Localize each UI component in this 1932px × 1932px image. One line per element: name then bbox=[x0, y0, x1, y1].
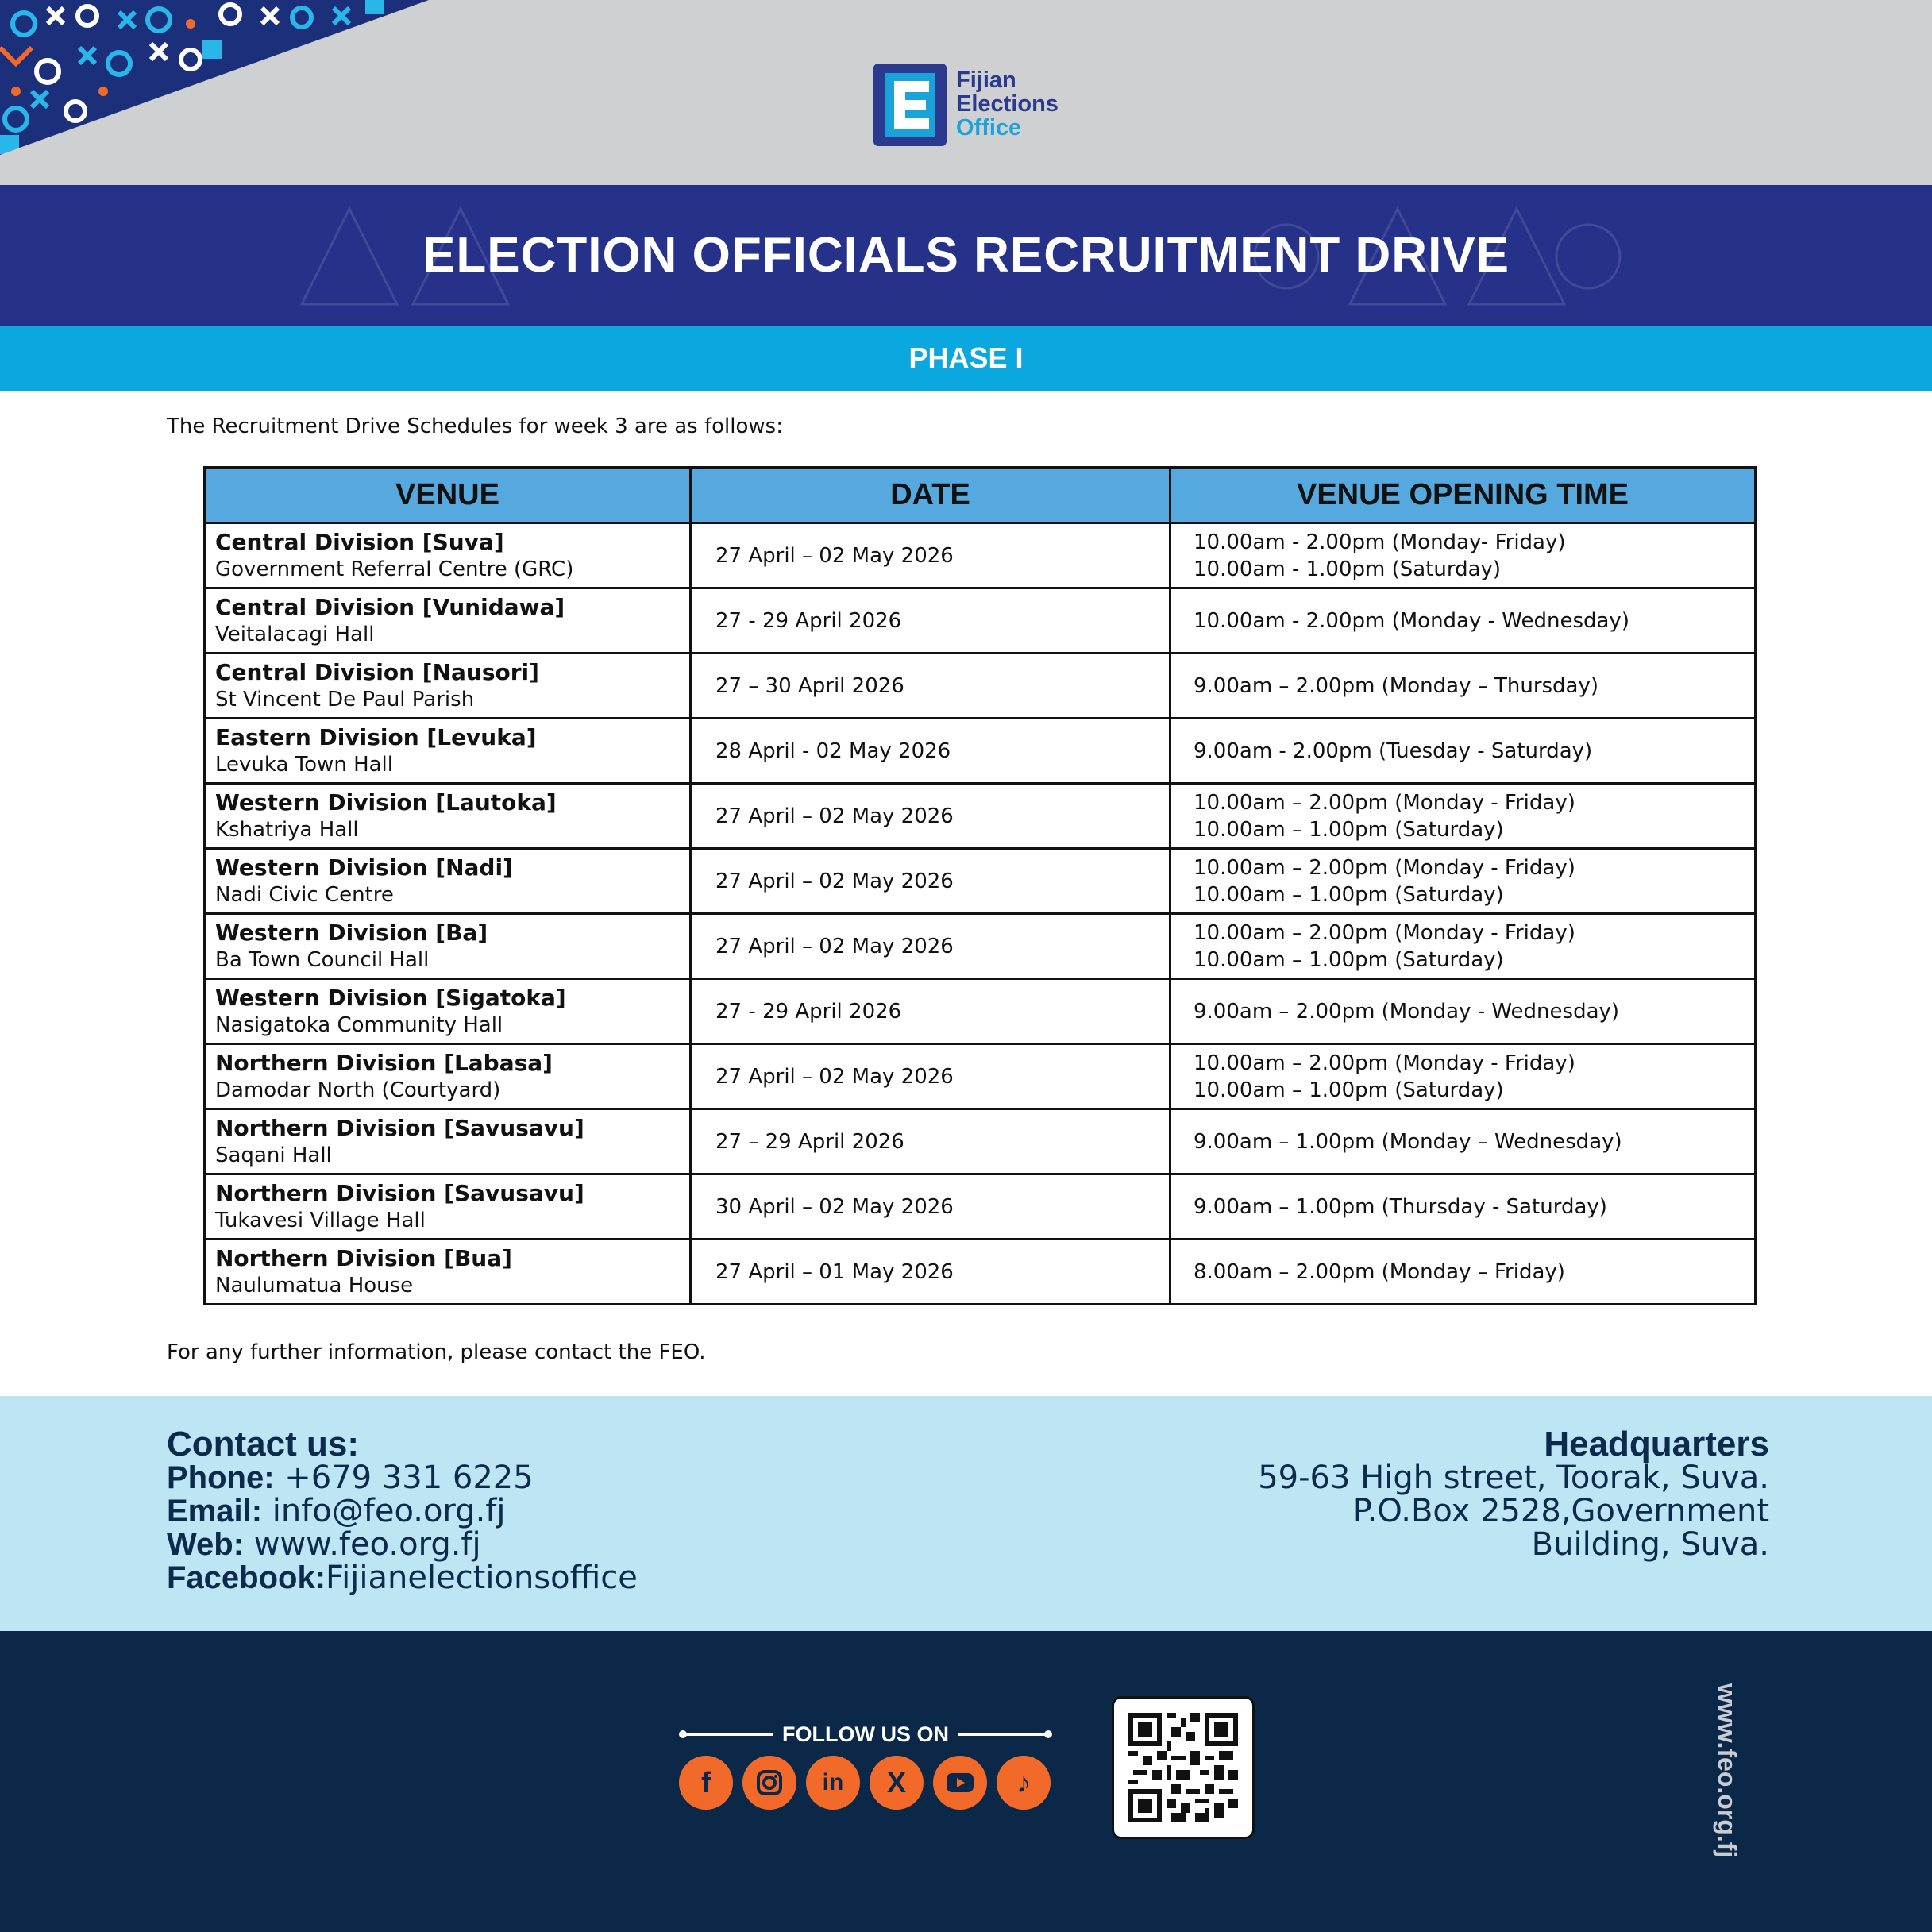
outro-text: For any further information, please contact the FEO. bbox=[167, 1340, 706, 1364]
time-cell bbox=[1170, 588, 1756, 654]
contact-heading: Contact us: bbox=[167, 1425, 359, 1463]
table-row bbox=[205, 1044, 1756, 1109]
facebook-label: Facebook: bbox=[167, 1560, 326, 1595]
division-name: Northern Division [Labasa] bbox=[215, 1049, 553, 1076]
venue-place: Ba Town Council Hall bbox=[215, 947, 430, 972]
time-cell bbox=[1170, 979, 1756, 1044]
division-name: Western Division [Ba] bbox=[215, 919, 488, 946]
divider-dot bbox=[1044, 1730, 1052, 1738]
venue-cell bbox=[205, 1044, 691, 1109]
time-cell bbox=[1170, 523, 1756, 588]
vertical-website-url[interactable]: www.feo.org.fj bbox=[1713, 1683, 1741, 1858]
date-cell: 27 - 29 April 2026 bbox=[691, 588, 1170, 654]
table-row bbox=[205, 849, 1756, 914]
venue-place: Nadi Civic Centre bbox=[215, 882, 394, 907]
logo-line-1: Fijian bbox=[956, 67, 1016, 93]
venue-place: Damodar North (Courtyard) bbox=[215, 1078, 501, 1102]
time-cell bbox=[1170, 1109, 1756, 1174]
venue-cell bbox=[205, 523, 691, 588]
date-cell: 27 – 30 April 2026 bbox=[691, 654, 1170, 719]
time-line: 10.00am - 2.00pm (Monday- Friday) bbox=[1194, 530, 1566, 554]
follow-us-label: FOLLOW US ON bbox=[782, 1722, 949, 1746]
venue-cell bbox=[205, 654, 691, 719]
venue-place: Tukavesi Village Hall bbox=[215, 1208, 426, 1232]
venue-cell bbox=[205, 784, 691, 849]
header-opening-time: VENUE OPENING TIME bbox=[1170, 468, 1756, 523]
venue-place: Nasigatoka Community Hall bbox=[215, 1012, 503, 1037]
schedule-table bbox=[203, 466, 1757, 1305]
qr-code[interactable] bbox=[1112, 1696, 1255, 1839]
divider-line bbox=[958, 1733, 1046, 1736]
contact-phone bbox=[167, 1461, 638, 1494]
hq-address-line: 59-63 High street, Toorak, Suva. bbox=[1258, 1460, 1769, 1496]
venue-cell bbox=[205, 979, 691, 1044]
time-line: 10.00am - 2.00pm (Monday - Wednesday) bbox=[1194, 608, 1629, 633]
follow-us-label-group bbox=[679, 1720, 1052, 1749]
venue-cell bbox=[205, 849, 691, 914]
date-cell: 30 April – 02 May 2026 bbox=[691, 1174, 1170, 1240]
venue-place: Veitalacagi Hall bbox=[215, 622, 375, 646]
division-name: Central Division [Vunidawa] bbox=[215, 593, 565, 620]
venue-cell bbox=[205, 1109, 691, 1174]
table-row bbox=[205, 1174, 1756, 1240]
phase-band bbox=[0, 326, 1932, 391]
time-cell bbox=[1170, 719, 1756, 784]
time-line: 10.00am – 1.00pm (Saturday) bbox=[1194, 882, 1504, 907]
table-header-row bbox=[205, 468, 1756, 523]
intro-text: The Recruitment Drive Schedules for week 3 are as follows: bbox=[167, 415, 783, 438]
time-line: 10.00am – 1.00pm (Saturday) bbox=[1194, 947, 1504, 972]
qr-code-pattern bbox=[1128, 1713, 1238, 1822]
time-cell bbox=[1170, 1044, 1756, 1109]
facebook-icon[interactable]: f bbox=[679, 1756, 733, 1810]
hq-address-line: P.O.Box 2528,Government bbox=[1352, 1493, 1769, 1529]
division-name: Northern Division [Savusavu] bbox=[215, 1114, 584, 1141]
header-venue: VENUE bbox=[205, 468, 691, 523]
tribal-pattern-decoration bbox=[0, 0, 429, 159]
header-date: DATE bbox=[691, 468, 1170, 523]
x-icon[interactable]: X bbox=[870, 1756, 924, 1810]
date-cell: 27 April – 01 May 2026 bbox=[691, 1240, 1170, 1305]
time-cell bbox=[1170, 1174, 1756, 1240]
web-label: Web: bbox=[167, 1527, 245, 1562]
feo-logo-text bbox=[956, 68, 1059, 140]
time-cell bbox=[1170, 654, 1756, 719]
date-cell: 28 April - 02 May 2026 bbox=[691, 719, 1170, 784]
time-cell bbox=[1170, 849, 1756, 914]
date-cell: 27 April – 02 May 2026 bbox=[691, 784, 1170, 849]
linkedin-icon[interactable]: in bbox=[806, 1756, 860, 1810]
contact-web bbox=[167, 1528, 638, 1561]
venue-cell bbox=[205, 588, 691, 654]
venue-cell bbox=[205, 1240, 691, 1305]
time-cell bbox=[1170, 784, 1756, 849]
division-name: Western Division [Nadi] bbox=[215, 854, 513, 881]
logo-line-3: Office bbox=[956, 115, 1022, 141]
division-name: Central Division [Suva] bbox=[215, 528, 504, 555]
time-line: 10.00am – 2.00pm (Monday - Friday) bbox=[1194, 855, 1575, 880]
division-name: Central Division [Nausori] bbox=[215, 658, 539, 685]
venue-place: Naulumatua House bbox=[215, 1273, 414, 1298]
venue-cell bbox=[205, 914, 691, 979]
youtube-icon[interactable] bbox=[933, 1756, 987, 1810]
table-row bbox=[205, 979, 1756, 1044]
contact-block bbox=[167, 1425, 638, 1596]
time-cell bbox=[1170, 914, 1756, 979]
time-line: 10.00am – 2.00pm (Monday - Friday) bbox=[1194, 920, 1575, 945]
venue-place: Saqani Hall bbox=[215, 1143, 332, 1167]
date-cell: 27 April – 02 May 2026 bbox=[691, 914, 1170, 979]
time-line: 8.00am – 2.00pm (Monday – Friday) bbox=[1194, 1259, 1565, 1284]
time-line: 10.00am – 2.00pm (Monday - Friday) bbox=[1194, 1051, 1575, 1075]
phone-value[interactable]: +679 331 6225 bbox=[274, 1460, 534, 1496]
table-row bbox=[205, 914, 1756, 979]
division-name: Northern Division [Savusavu] bbox=[215, 1179, 584, 1206]
logo-line-2: Elections bbox=[956, 91, 1059, 117]
date-cell: 27 - 29 April 2026 bbox=[691, 979, 1170, 1044]
contact-band bbox=[0, 1396, 1932, 1631]
email-label: Email: bbox=[167, 1494, 263, 1529]
division-name: Northern Division [Bua] bbox=[215, 1244, 512, 1271]
web-link[interactable]: www.feo.org.fj bbox=[244, 1526, 481, 1563]
page-title: ELECTION OFFICIALS RECRUITMENT DRIVE bbox=[422, 228, 1510, 283]
time-line: 9.00am - 2.00pm (Tuesday - Saturday) bbox=[1194, 738, 1593, 763]
venue-place: Kshatriya Hall bbox=[215, 817, 359, 842]
table-row bbox=[205, 1109, 1756, 1174]
table-row bbox=[205, 719, 1756, 784]
venue-cell bbox=[205, 719, 691, 784]
time-line: 10.00am - 1.00pm (Saturday) bbox=[1194, 557, 1502, 581]
top-header bbox=[0, 0, 1932, 185]
tiktok-icon[interactable]: ♪ bbox=[997, 1756, 1051, 1810]
table-row bbox=[205, 784, 1756, 849]
venue-place: Levuka Town Hall bbox=[215, 752, 393, 777]
feo-logo-mark bbox=[873, 64, 947, 146]
contact-facebook bbox=[167, 1561, 638, 1595]
contact-email bbox=[167, 1494, 638, 1528]
headquarters-heading: Headquarters bbox=[1544, 1425, 1769, 1463]
title-band bbox=[0, 185, 1932, 326]
time-cell bbox=[1170, 1240, 1756, 1305]
email-link[interactable]: info@feo.org.fj bbox=[262, 1493, 506, 1529]
time-line: 9.00am – 2.00pm (Monday – Thursday) bbox=[1194, 673, 1599, 698]
phone-label: Phone: bbox=[167, 1460, 275, 1495]
time-line: 10.00am – 2.00pm (Monday - Friday) bbox=[1194, 790, 1575, 815]
facebook-link[interactable]: Fijianelectionsoffice bbox=[326, 1560, 638, 1596]
venue-place: St Vincent De Paul Parish bbox=[215, 687, 475, 711]
time-line: 9.00am – 1.00pm (Monday – Wednesday) bbox=[1194, 1129, 1622, 1154]
table-row bbox=[205, 654, 1756, 719]
phase-label: PHASE I bbox=[908, 341, 1024, 374]
time-line: 10.00am – 1.00pm (Saturday) bbox=[1194, 1078, 1504, 1102]
hq-address-line: Building, Suva. bbox=[1531, 1526, 1769, 1563]
time-line: 9.00am – 1.00pm (Thursday - Saturday) bbox=[1194, 1194, 1607, 1219]
instagram-icon[interactable] bbox=[742, 1756, 796, 1810]
division-name: Western Division [Lautoka] bbox=[215, 789, 557, 816]
table-row bbox=[205, 588, 1756, 654]
date-cell: 27 April – 02 May 2026 bbox=[691, 1044, 1170, 1109]
date-cell: 27 April – 02 May 2026 bbox=[691, 849, 1170, 914]
time-line: 10.00am – 1.00pm (Saturday) bbox=[1194, 817, 1504, 842]
division-name: Western Division [Sigatoka] bbox=[215, 984, 566, 1011]
table-row bbox=[205, 1240, 1756, 1305]
table-row bbox=[205, 523, 1756, 588]
feo-logo bbox=[873, 62, 1064, 149]
date-cell: 27 April – 02 May 2026 bbox=[691, 523, 1170, 588]
date-cell: 27 – 29 April 2026 bbox=[691, 1109, 1170, 1174]
venue-place: Government Referral Centre (GRC) bbox=[215, 557, 574, 581]
headquarters-block bbox=[1258, 1425, 1769, 1563]
venue-cell bbox=[205, 1174, 691, 1240]
division-name: Eastern Division [Levuka] bbox=[215, 723, 537, 750]
time-line: 9.00am – 2.00pm (Monday - Wednesday) bbox=[1194, 999, 1620, 1024]
